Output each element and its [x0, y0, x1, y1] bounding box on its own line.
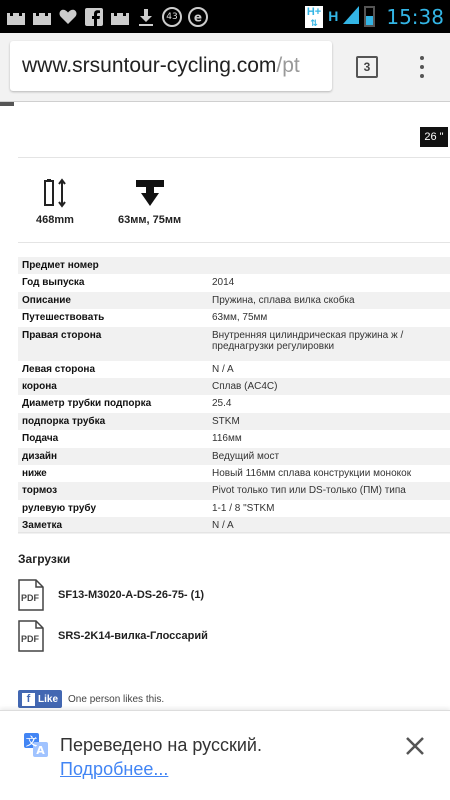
- spec-value: STKM: [208, 413, 450, 430]
- download-icon: [136, 7, 156, 27]
- fork-travel-icon: [134, 178, 166, 208]
- spec-key: ниже: [22, 467, 47, 479]
- spec-key: Левая сторона: [22, 363, 96, 375]
- download-label: SRS-2K14-вилка-Глоссарий: [58, 630, 208, 642]
- translate-icon: [24, 733, 48, 757]
- pdf-icon: [18, 579, 44, 611]
- like-count-text: One person likes this.: [68, 693, 165, 705]
- spec-row: [18, 430, 450, 447]
- spec-key: Подача: [22, 433, 59, 445]
- spec-value: 63мм, 75мм: [212, 312, 268, 324]
- spec-row: [18, 378, 450, 395]
- url-host: www.srsuntour-cycling.com: [22, 54, 277, 77]
- signal-icon: [343, 4, 359, 29]
- network-h-label: H: [328, 8, 339, 24]
- castle-icon: [110, 7, 130, 27]
- spec-key: Путешествовать: [22, 312, 105, 324]
- svg-text:e: e: [193, 10, 203, 24]
- clock: 15:38: [386, 4, 444, 29]
- spec-row: [18, 500, 450, 517]
- close-icon[interactable]: [402, 733, 428, 759]
- status-bar: [0, 0, 450, 33]
- castle-icon: [6, 7, 26, 27]
- spec-key: Заметка: [18, 517, 208, 534]
- network-hplus-icon: H+ ⇅: [306, 5, 322, 28]
- spec-key: подпорка трубка: [18, 413, 208, 430]
- spec-icon-travel: [118, 178, 181, 226]
- download-link[interactable]: [18, 620, 208, 652]
- tab-switcher-button[interactable]: 3: [356, 56, 378, 78]
- spec-value: N / A: [212, 363, 234, 375]
- facebook-icon: [84, 7, 104, 27]
- url-path: /pt: [276, 54, 300, 77]
- spec-row: [18, 274, 450, 291]
- url-bar[interactable]: [10, 41, 332, 91]
- spec-value: Pivot только тип или DS-только (ПМ) типа: [208, 482, 450, 499]
- spec-value: N / A: [208, 517, 450, 534]
- spec-key: корона: [18, 378, 208, 395]
- spec-value: Новый 116мм сплава конструкции монокок: [212, 467, 412, 479]
- wheel-size-badge: 26 ": [420, 127, 448, 147]
- spec-row: [18, 413, 450, 430]
- translate-more-link[interactable]: Подробнее...: [60, 759, 169, 779]
- spec-row: [18, 395, 450, 412]
- facebook-like-button[interactable]: [18, 690, 62, 708]
- spec-value: Внутренняя цилиндрическая пружина ж / преднагрузки регулировки: [208, 327, 450, 361]
- spec-key: Год выпуска: [22, 277, 85, 289]
- spec-key: дизайн: [18, 448, 208, 465]
- facebook-like-row: [18, 690, 164, 708]
- translate-message: Переведено на русский.: [60, 735, 262, 755]
- download-label: SF13-M3020-A-DS-26-75- (1): [58, 589, 205, 601]
- divider: [18, 242, 450, 243]
- page-content: [0, 102, 450, 710]
- spec-row: [18, 309, 450, 326]
- spec-value: 1-1 / 8 "STKM: [212, 502, 275, 514]
- castle-icon: [32, 7, 52, 27]
- spec-value: Сплав (AC4C): [208, 378, 450, 395]
- svg-text:文: 文: [26, 735, 37, 748]
- spec-value: Пружина, сплава вилка скобка: [208, 292, 450, 309]
- spec-value: [208, 257, 450, 274]
- fork-travel-label: 63мм, 75мм: [118, 214, 182, 226]
- downloads-heading: Загрузки: [18, 552, 71, 566]
- fork-length-icon: [42, 178, 68, 208]
- heart-icon: [58, 7, 78, 27]
- spec-row: [18, 361, 450, 378]
- spec-key: Описание: [18, 292, 208, 309]
- svg-text:PDF: PDF: [21, 634, 39, 644]
- spec-key: Диаметр трубки подпорка: [22, 398, 152, 410]
- spec-key: рулевую трубу: [22, 502, 97, 514]
- download-link[interactable]: [18, 579, 204, 611]
- translate-infobar: [0, 710, 450, 800]
- spec-row: [18, 448, 450, 465]
- spec-key: Правая сторона: [18, 327, 208, 361]
- spec-table: [18, 257, 450, 534]
- fork-length-label: 468mm: [36, 214, 74, 226]
- spec-row: [18, 292, 450, 309]
- like-button-label: Like: [38, 693, 59, 705]
- svg-text:A: A: [36, 744, 45, 757]
- spec-icon-length: [36, 178, 74, 226]
- browser-toolbar: [0, 33, 450, 102]
- spec-row: [18, 327, 450, 361]
- spec-value: 2014: [212, 277, 235, 289]
- battery-icon: [364, 6, 375, 27]
- divider: [18, 157, 450, 158]
- spec-value: 25.4: [212, 398, 232, 410]
- network-hplus-label: H+: [306, 5, 322, 18]
- spec-row: [18, 257, 450, 274]
- spec-value: 116мм: [212, 433, 242, 445]
- spec-row: [18, 465, 450, 482]
- system-status-icons: [305, 4, 444, 29]
- spec-key: тормоз: [18, 482, 208, 499]
- notification-badge: 43: [162, 7, 182, 27]
- notification-icons: [6, 7, 208, 27]
- e-app-icon: [188, 7, 208, 27]
- pdf-icon: [18, 620, 44, 652]
- overflow-menu-icon[interactable]: [415, 53, 429, 81]
- spec-key: Предмет номер: [18, 257, 208, 274]
- spec-value: Ведущий мост: [208, 448, 450, 465]
- facebook-icon: f: [22, 693, 35, 706]
- svg-text:PDF: PDF: [21, 593, 39, 603]
- spec-row: [18, 482, 450, 499]
- page-edge-marker: [0, 102, 14, 106]
- divider: [18, 532, 450, 533]
